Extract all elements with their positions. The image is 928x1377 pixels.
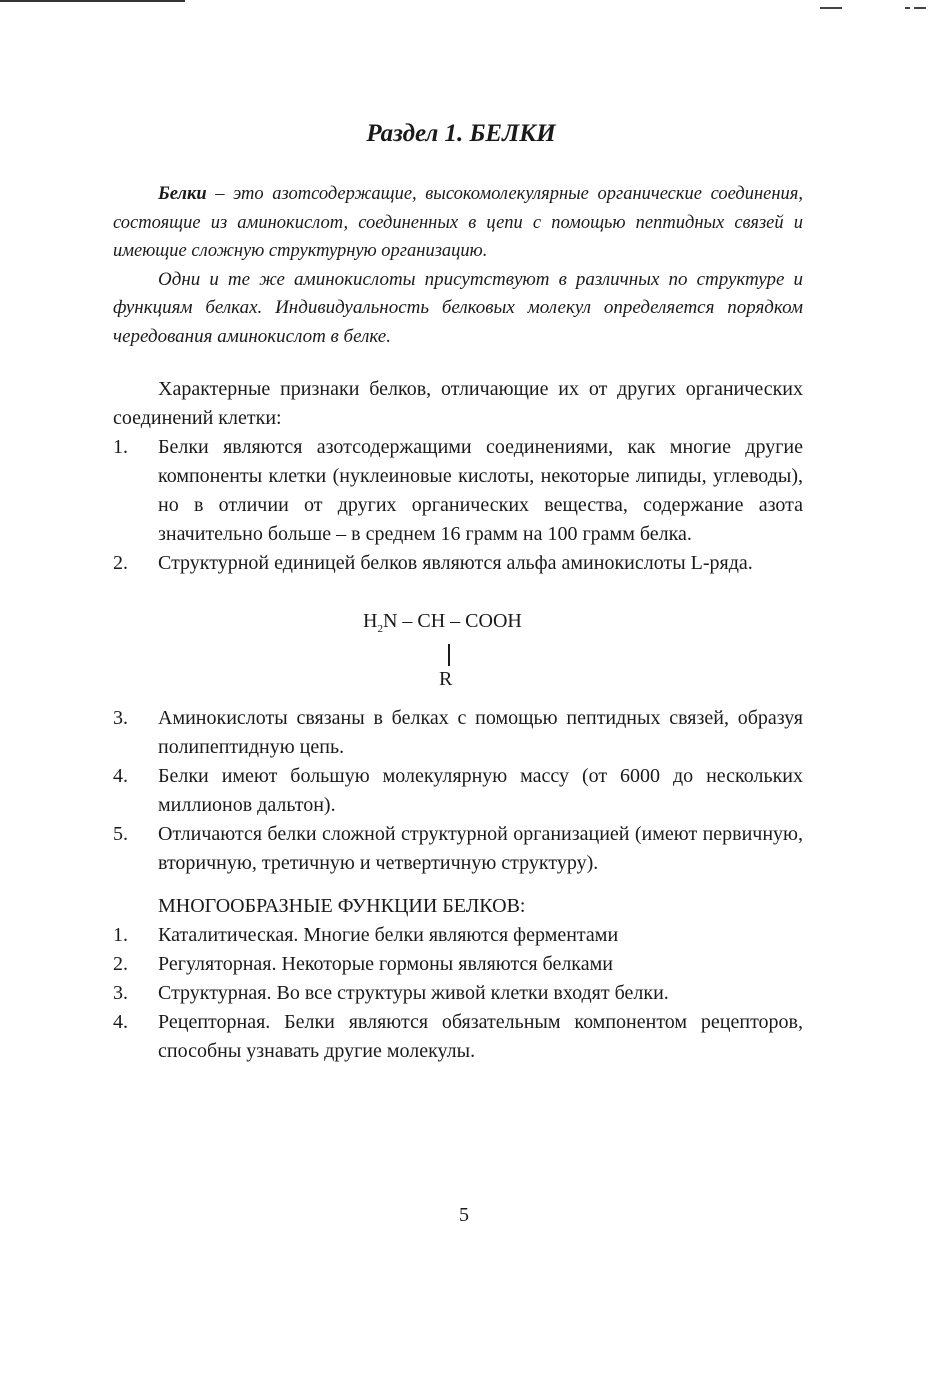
list-item xyxy=(113,950,803,979)
functions-title: МНОГООБРАЗНЫЕ ФУНКЦИИ БЕЛКОВ: xyxy=(158,895,526,917)
formula-bond-line xyxy=(448,644,450,666)
list-text: Структурная. Во все структуры живой клетки входят белки. xyxy=(158,982,669,1004)
list-item xyxy=(113,762,803,820)
scan-mark xyxy=(820,7,842,9)
list-number: 1. xyxy=(113,924,128,946)
list-number: 3. xyxy=(113,707,128,729)
features-list-b xyxy=(113,704,803,878)
list-item xyxy=(113,921,803,950)
list-number: 2. xyxy=(113,953,128,975)
amino-acid-formula xyxy=(113,586,803,704)
functions-list xyxy=(113,921,803,1066)
list-number: 3. xyxy=(113,982,128,1004)
features-intro: Характерные признаки белков, отличающие их от других органических соединений клетки: xyxy=(113,378,803,429)
list-number: 5. xyxy=(113,823,128,845)
features-list-a xyxy=(113,433,803,578)
list-item xyxy=(113,704,803,762)
list-number: 4. xyxy=(113,1011,128,1033)
formula-subscript: 2 xyxy=(377,623,383,635)
page-number: 5 xyxy=(459,1204,469,1226)
scan-mark xyxy=(914,7,926,9)
paragraph-amino-acids: Одни и те же аминокислоты присутствуют в различных по структуре и функциям белках. Индивидуальность белковых молекул определяется порядком чередования аминокислот в белке. xyxy=(113,268,803,347)
list-text: Каталитическая. Многие белки являются ферментами xyxy=(158,924,619,946)
list-text: Белки являются азотсодержащими соединениями, как многие другие компоненты клетки (нуклеиновые кислоты, некоторые липиды, углеводы), но в отличии от других органических вещества, содержание азота значительно больше – в среднем 16 грамм на 100 грамм белка. xyxy=(158,436,803,545)
list-number: 1. xyxy=(113,436,128,458)
list-item xyxy=(113,549,803,578)
page-content xyxy=(113,120,803,1066)
definition-text: – это азотсодержащие, высокомолекулярные органические соединения, состоящие из аминокислот, соединенных в цепи с помощью пептидных связей и имеющие сложную структурную организацию. xyxy=(113,184,803,261)
formula-main-chain: $H_2N$ – CH – COOH xyxy=(363,610,522,635)
list-text: Аминокислоты связаны в белках с помощью пептидных связей, образуя полипептидную цепь. xyxy=(158,707,803,758)
list-number: 4. xyxy=(113,765,128,787)
list-text: Рецепторная. Белки являются обязательным компонентом рецепторов, способны узнавать другие молекулы. xyxy=(158,1011,803,1062)
list-item xyxy=(113,433,803,549)
definition-paragraph xyxy=(113,180,803,266)
list-item xyxy=(113,820,803,878)
list-text: Отличаются белки сложной структурной организацией (имеют первичную, вторичную, третичную и четвертичную структуру). xyxy=(158,823,803,874)
scan-edge-line xyxy=(0,0,185,2)
definition-term: Белки xyxy=(158,184,207,204)
list-item xyxy=(113,979,803,1008)
formula-radical: R xyxy=(439,668,453,690)
list-text: Белки имеют большую молекулярную массу (от 6000 до нескольких миллионов дальтон). xyxy=(158,765,803,816)
section-title: Раздел 1. БЕЛКИ xyxy=(366,120,556,147)
list-item xyxy=(113,1008,803,1066)
list-text: Регуляторная. Некоторые гормоны являются белками xyxy=(158,953,613,975)
list-number: 2. xyxy=(113,552,128,574)
list-text: Структурной единицей белков являются альфа аминокислоты L-ряда. xyxy=(158,552,753,574)
scan-mark xyxy=(905,7,910,9)
